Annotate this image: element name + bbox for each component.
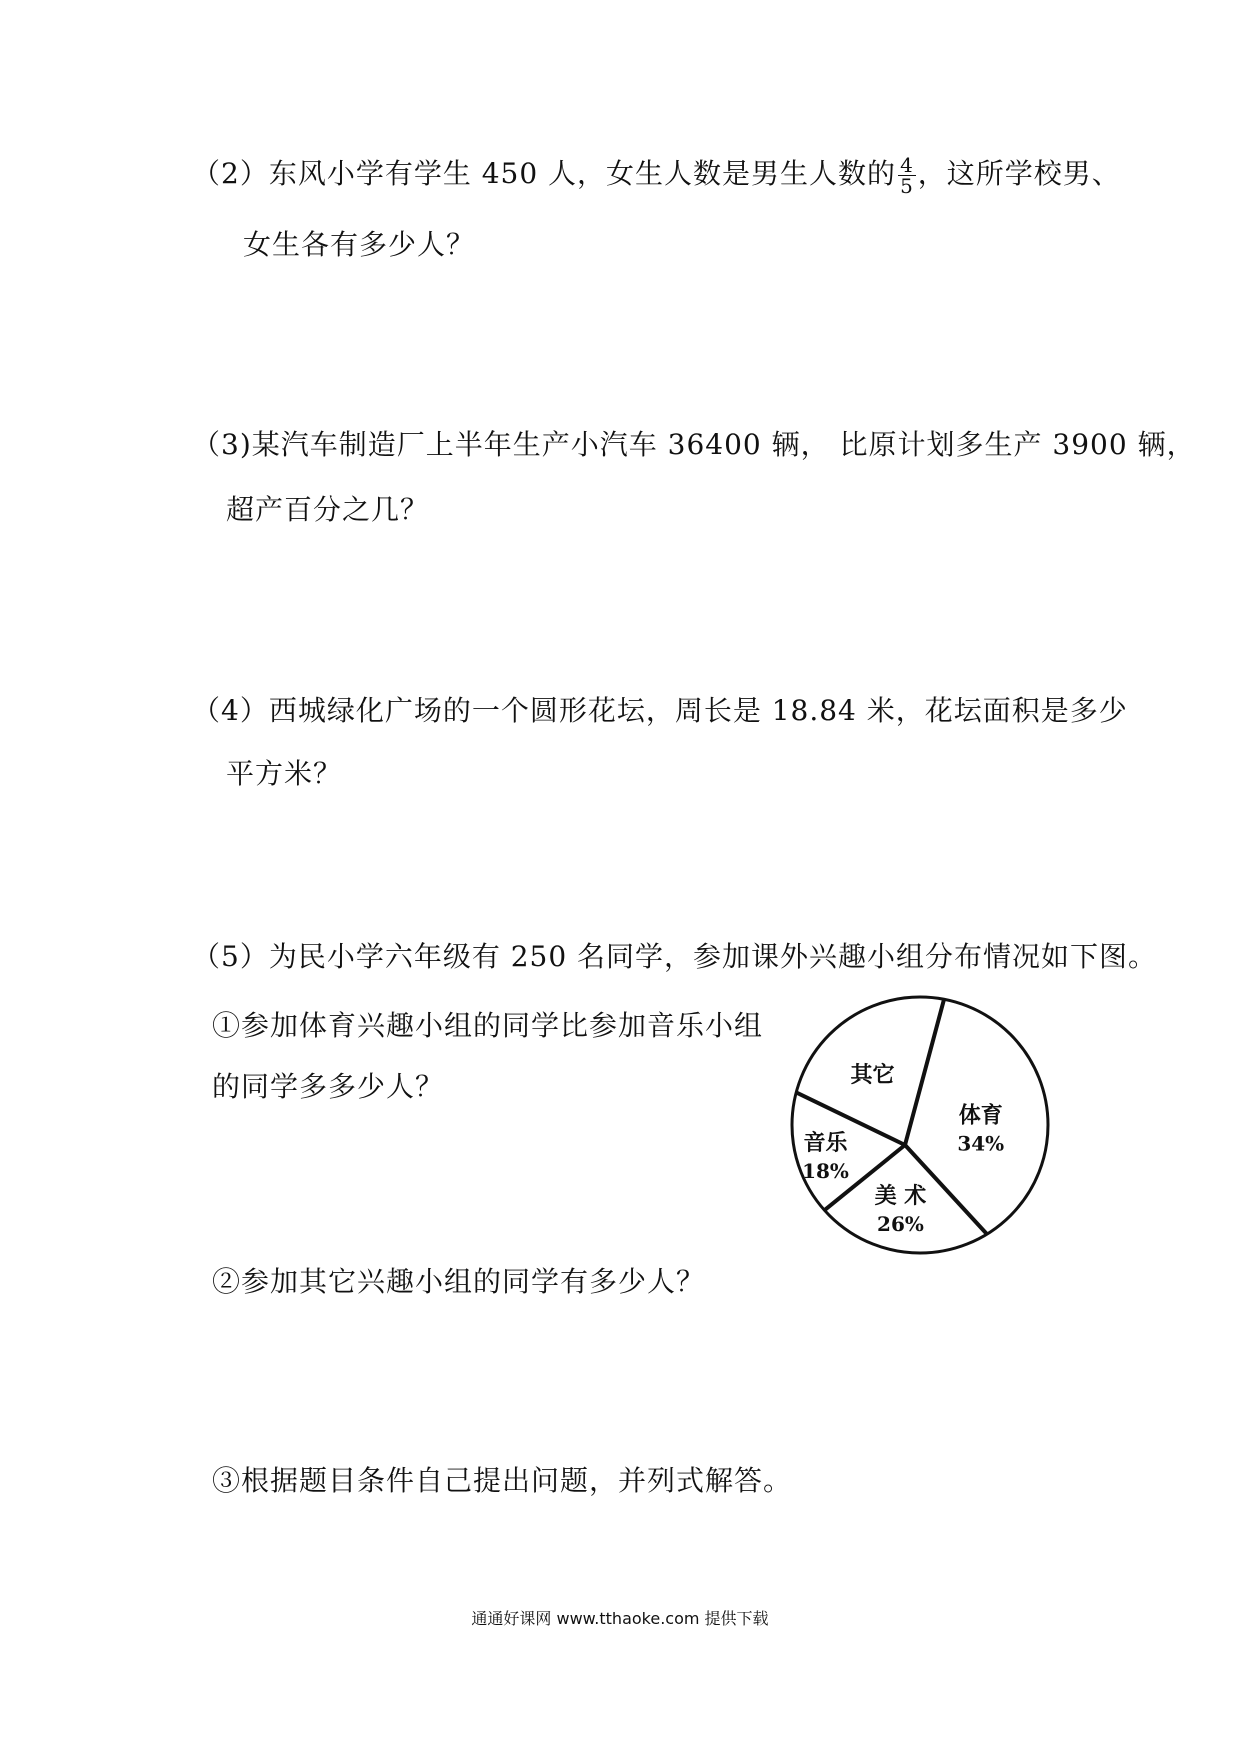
pie-slice-label-3: 其它: [850, 1063, 895, 1089]
pie-slice-value-0: 34%: [957, 1131, 1005, 1156]
footer-source-text: 通通好课网 www.tthaoke.com 提供下载: [471, 1609, 769, 1628]
pie-slice-label-2: 音乐: [803, 1131, 848, 1157]
problem-4-line-1: （4）西城绿化广场的一个圆形花坛，周长是 18.84 米，花坛面积是多少: [192, 694, 1128, 727]
problem-2-line-1: [192, 155, 1121, 196]
fraction-four-fifths: [898, 155, 916, 196]
fraction-denominator: 5: [900, 174, 914, 198]
interest-group-pie-chart: [780, 985, 1060, 1265]
problem-5-question-1-line-1: ①参加体育兴趣小组的同学比参加音乐小组: [212, 1009, 764, 1042]
problem-2-line-2: 女生各有多少人？: [243, 228, 476, 261]
pie-slice-label-0: 体育: [958, 1103, 1003, 1129]
problem-2-text-a: （2）东风小学有学生 450 人，女生人数是男生人数的: [192, 157, 897, 190]
pie-slice-label-1: 美 术: [874, 1183, 927, 1209]
problem-5-question-2: ②参加其它兴趣小组的同学有多少人？: [212, 1265, 706, 1298]
problem-2-text-b: ，这所学校男、: [917, 157, 1121, 190]
problem-5-question-1-line-2: 的同学多多少人？: [212, 1070, 445, 1103]
problem-4-line-2: 平方米？: [226, 757, 343, 790]
problem-5-question-3: ③根据题目条件自己提出问题，并列式解答。: [212, 1464, 793, 1497]
fraction-numerator: 4: [900, 153, 914, 177]
problem-3-line-2: 超产百分之几？: [226, 493, 430, 526]
pie-slice-value-1: 26%: [877, 1211, 924, 1236]
problem-3-line-1: （3)某汽车制造厂上半年生产小汽车 36400 辆， 比原计划多生产 3900 辆，: [192, 428, 1196, 461]
pie-slice-value-2: 18%: [802, 1159, 849, 1184]
problem-5-intro: （5）为民小学六年级有 250 名同学，参加课外兴趣小组分布情况如下图。: [192, 940, 1158, 973]
